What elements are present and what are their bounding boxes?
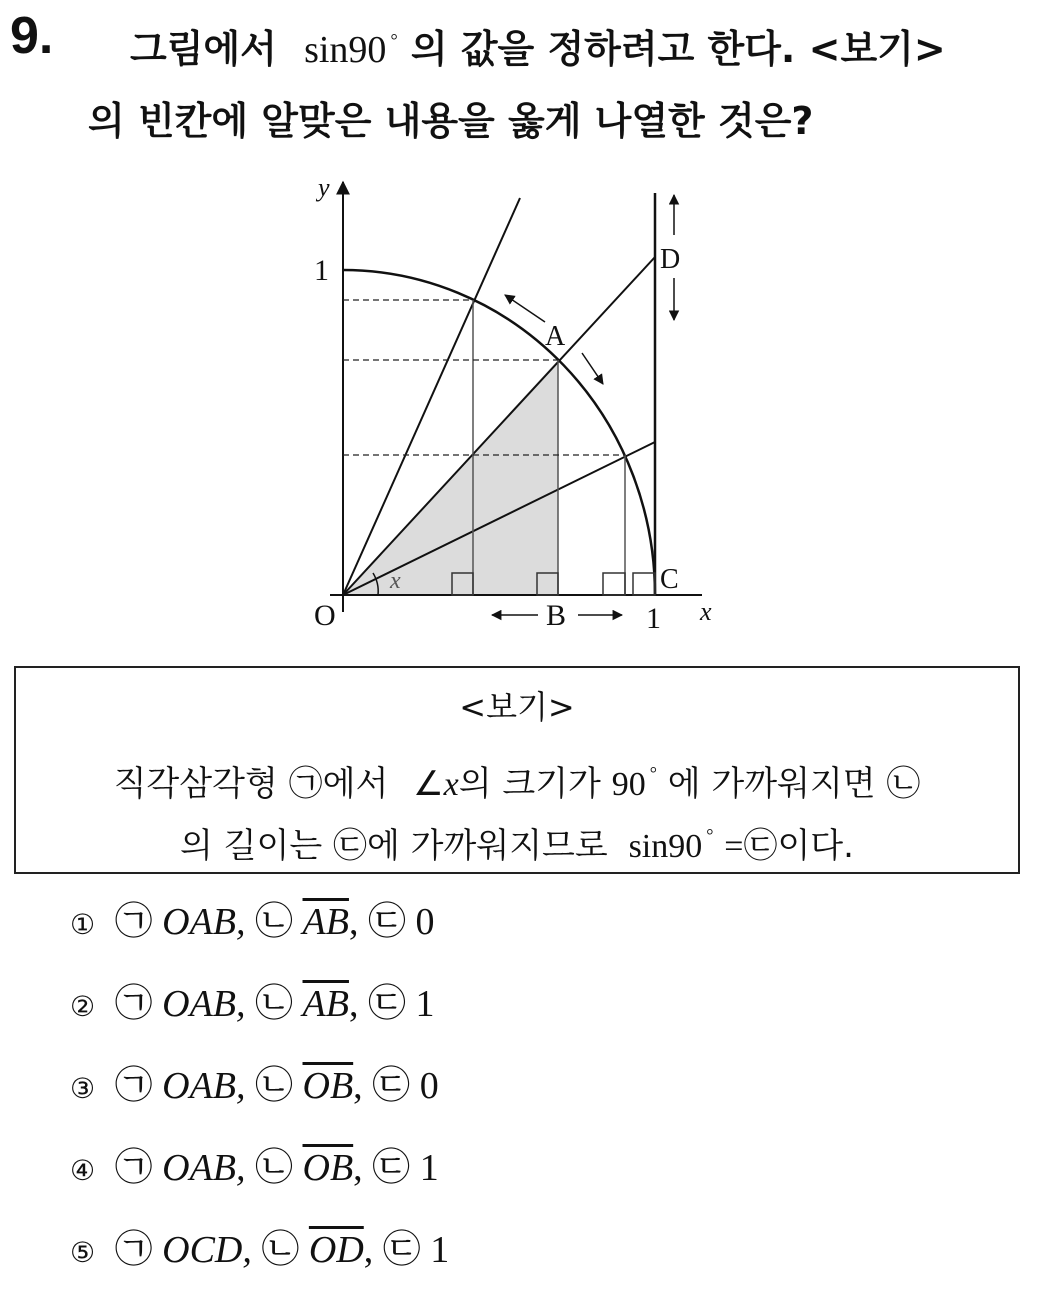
unit-circle-figure [0, 150, 1060, 650]
choice-value: 0 [419, 1065, 439, 1107]
choice-number: ① [70, 908, 96, 941]
choice-value: 1 [430, 1229, 450, 1271]
choice-mark-2: ㉡ [255, 1145, 294, 1189]
bogi-text: 에서 [322, 764, 389, 804]
question-degree: ° [390, 30, 398, 50]
bogi-sin-expr: sin90 [628, 828, 703, 865]
choice-mark-1: ㉠ [114, 981, 153, 1025]
choice-mark-1: ㉠ [114, 1145, 153, 1189]
bogi-degree: ° [649, 763, 657, 783]
bogi-text: 의 길이는 [180, 826, 323, 866]
choice-segment: $\overline{AB}$ [302, 901, 349, 943]
choice-3[interactable]: ③ ㉠ OAB, ㉡ $\overline{OB}$, ㉢ 0 [70, 1063, 439, 1107]
arc-arrow-down [582, 353, 603, 384]
label-one-y: 1 [314, 254, 329, 287]
choice-1[interactable]: ① ㉠ OAB, ㉡ $\overline{AB}$, ㉢ 0 [70, 899, 435, 943]
bogi-title: <보기> [459, 688, 575, 726]
choice-mark-3: ㉢ [367, 899, 406, 943]
choice-mark-1: ㉠ [114, 899, 153, 943]
choice-mark-2: ㉡ [255, 899, 294, 943]
label-y: y [318, 173, 330, 202]
choice-number: ③ [70, 1072, 96, 1105]
label-angle-x: x [390, 568, 401, 594]
choice-value: 0 [415, 901, 435, 943]
right-angle-3 [603, 573, 625, 595]
label-D: D [660, 244, 681, 275]
answer-choices [70, 890, 449, 1300]
question-number: 9. [10, 7, 54, 65]
question-text-2: 의 값을 정하려고 한다. <보기> [410, 27, 946, 71]
choice-number: ④ [70, 1154, 96, 1187]
choice-mark-3: ㉢ [382, 1227, 421, 1271]
choice-5[interactable]: ⑤ ㉠ OCD, ㉡ $\overline{OD}$, ㉢ 1 [70, 1227, 450, 1271]
question-text-1: 그림에서 [130, 27, 277, 71]
bogi-mark-3: ㉢ [333, 826, 368, 866]
bogi-box [14, 666, 1020, 874]
choice-triangle: OAB, [162, 1147, 246, 1189]
choice-mark-2: ㉡ [261, 1227, 300, 1271]
bogi-text: 직각삼각형 [113, 764, 278, 804]
choice-mark-2: ㉡ [255, 1063, 294, 1107]
choice-mark-1: ㉠ [114, 1227, 153, 1271]
choice-segment: $\overline{OB}$ [302, 1147, 354, 1189]
choice-mark-3: ㉢ [372, 1063, 411, 1107]
label-A: A [545, 321, 566, 352]
label-B: B [546, 599, 567, 632]
bogi-mark-1: ㉠ [288, 764, 323, 804]
choice-4[interactable]: ④ ㉠ OAB, ㉡ $\overline{OB}$, ㉢ 1 [70, 1145, 439, 1189]
label-C: C [660, 564, 679, 595]
choice-value: 1 [415, 983, 435, 1025]
right-angle-C [633, 573, 655, 595]
choice-value: 1 [419, 1147, 439, 1189]
choice-triangle: OAB, [162, 901, 246, 943]
question-sin-expr: sin90 [304, 29, 387, 71]
bogi-mark-3b: ㉢ [743, 826, 778, 866]
angle-symbol: ∠ [413, 764, 444, 804]
bogi-line-1 [16, 756, 1018, 805]
choice-triangle: OCD, [162, 1229, 252, 1271]
choice-number: ② [70, 990, 96, 1023]
choice-mark-3: ㉢ [372, 1145, 411, 1189]
question-line-2: 의 빈칸에 알맞은 내용을 옳게 나열한 것은? [88, 99, 814, 143]
question-line-1 [130, 18, 946, 73]
choice-triangle: OAB, [162, 1065, 246, 1107]
choice-segment: $\overline{OB}$ [302, 1065, 354, 1107]
choice-mark-1: ㉠ [114, 1063, 153, 1107]
choice-triangle: OAB, [162, 983, 246, 1025]
choice-segment: $\overline{AB}$ [302, 983, 349, 1025]
choice-mark-3: ㉢ [367, 981, 406, 1025]
choice-2[interactable]: ② ㉠ OAB, ㉡ $\overline{AB}$, ㉢ 1 [70, 981, 435, 1025]
label-O: O [314, 599, 336, 632]
bogi-mark-2: ㉡ [886, 764, 921, 804]
choice-segment: $\overline{OD}$ [308, 1229, 364, 1271]
label-one-x: 1 [646, 602, 661, 635]
choice-number: ⑤ [70, 1236, 96, 1269]
bogi-line-2 [16, 818, 1018, 867]
bogi-text: 에 가까워지므로 [367, 826, 608, 866]
choice-mark-2: ㉡ [255, 981, 294, 1025]
bogi-text: 에 가까워지면 [667, 764, 876, 804]
arc-arrow-up [505, 295, 545, 322]
bogi-deg-value: 90 [611, 766, 646, 803]
label-x-axis: x [700, 597, 712, 626]
bogi-text: 의 크기가 [458, 764, 601, 804]
bogi-equals: = [724, 828, 744, 865]
bogi-degree-2: ° [706, 825, 714, 845]
bogi-text: 이다. [777, 826, 854, 866]
angle-var: x [443, 766, 459, 803]
